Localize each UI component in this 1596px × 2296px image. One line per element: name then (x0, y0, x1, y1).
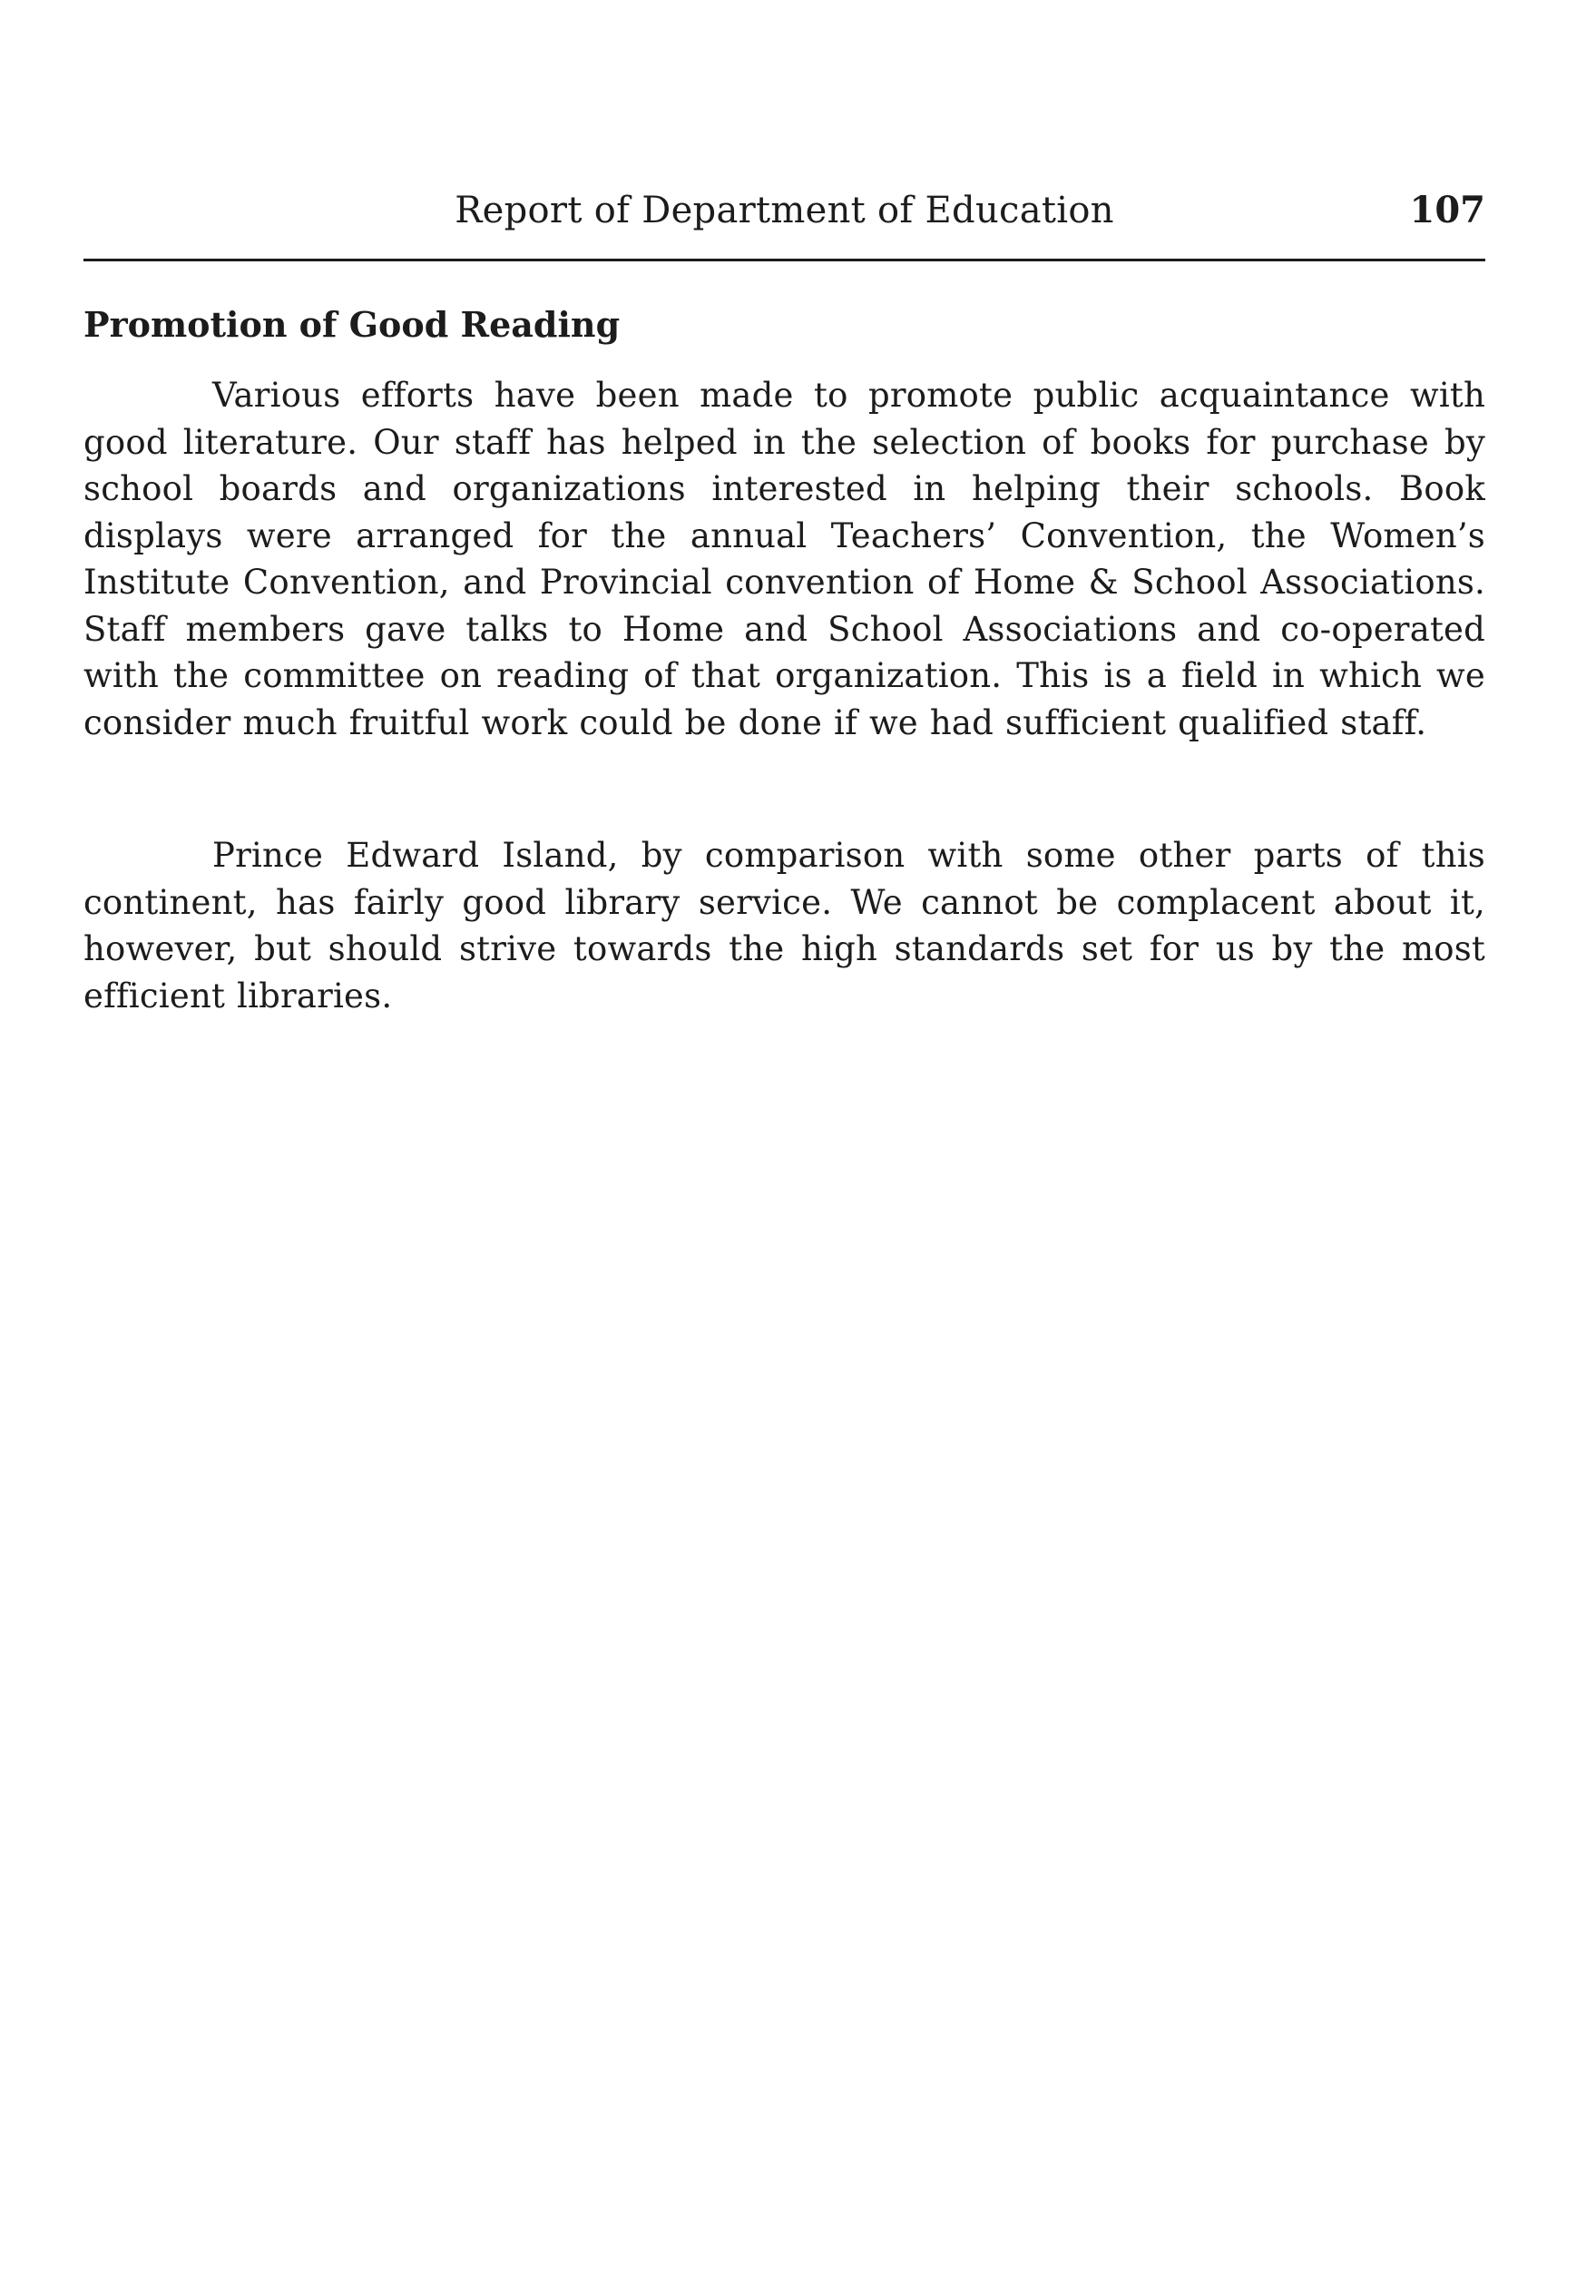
running-head (83, 183, 1485, 238)
header-rule (83, 259, 1485, 261)
paragraph-good-literature: Various efforts have been made to promote public acquaintance with good literature. Our staff has helped in the selection of books for purchase by school boards and organizations interested in helping their schools. Book displays were arranged for the annual Teachers’ Convention, the Women’s Institute Convention, and Provincial convention of Home & School Associations. Staff members gave talks to Home and School Associations and co-operated with the committee on reading of that organization. This is a field in which we consider much fruitful work could be done if we had sufficient qualified staff. (83, 376, 1485, 742)
page-number: 107 (1409, 189, 1485, 231)
document-page (83, 0, 1485, 2296)
section-heading: Promotion of Good Reading (83, 304, 621, 345)
paragraph-library-service: Prince Edward Island, by comparison with some other parts of this continent, has fairly good library service. We cannot be complacent about it, however, but should strive towards the high standards set for us by the most efficient libraries. (83, 836, 1485, 1016)
running-title: Report of Department of Education (455, 190, 1114, 231)
